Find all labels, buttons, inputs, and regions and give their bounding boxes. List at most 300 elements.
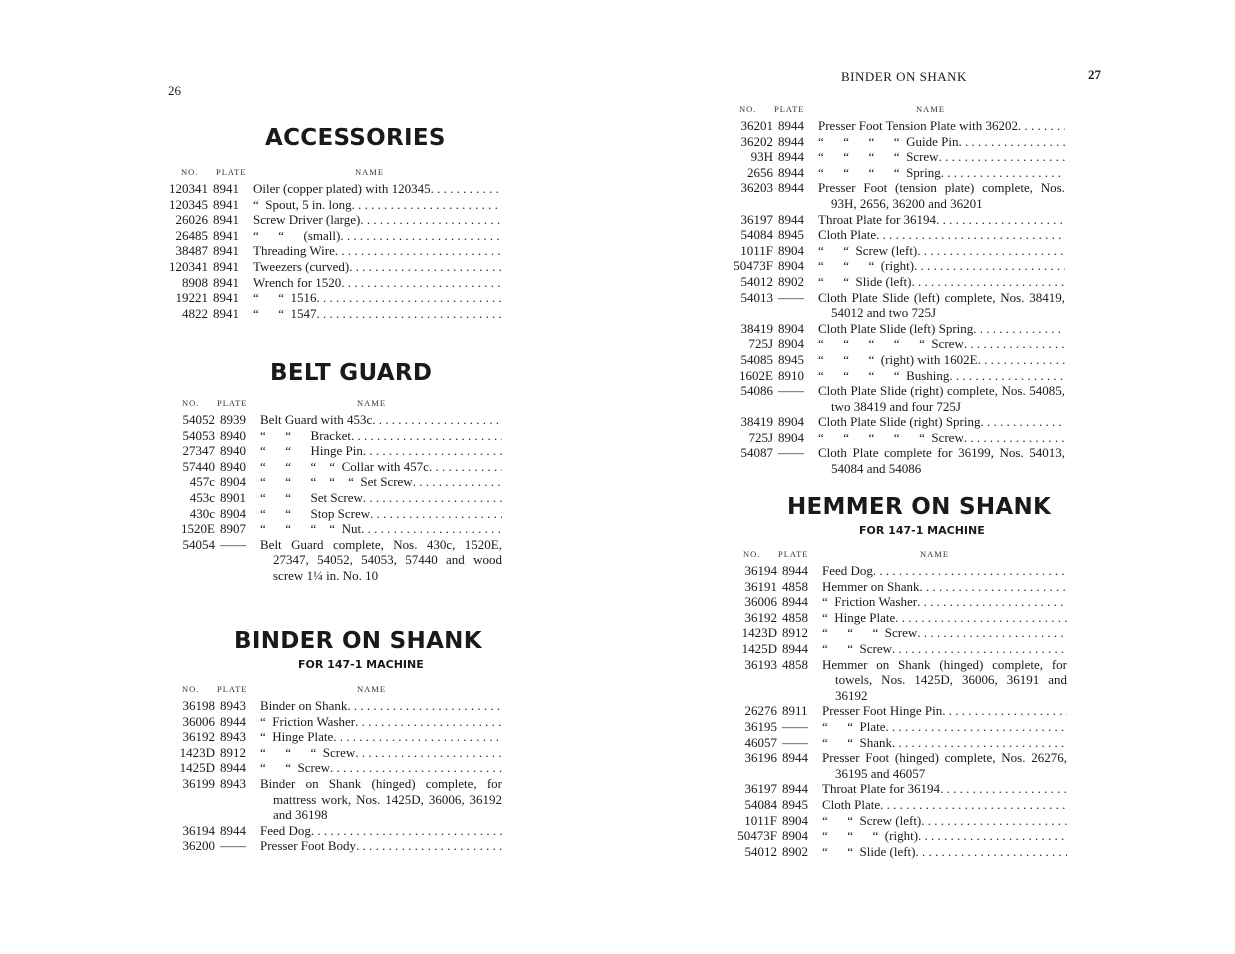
part-number: 54085	[740, 351, 773, 367]
table-row	[730, 180, 1065, 211]
part-number: 120345	[169, 196, 208, 212]
part-number: 26276	[744, 703, 777, 719]
part-number: 1425D	[179, 760, 215, 776]
part-number: 36191	[744, 578, 777, 594]
plate-number: 8944	[782, 750, 808, 766]
part-number: 54086	[740, 383, 773, 399]
part-number: 38487	[175, 243, 208, 259]
part-name-cell	[822, 657, 1067, 704]
table-row	[730, 118, 1065, 134]
table-row	[172, 459, 502, 475]
dot-leader	[892, 641, 1067, 657]
part-name: “ Friction Washer	[822, 594, 918, 610]
table-row	[165, 275, 502, 291]
part-name: “ “ “ “ “ Set Screw	[260, 474, 413, 490]
part-name: Belt Guard complete, Nos. 430c, 1520E, 27347, 54052, 54053, 57440 and wood screw 1¼ in. No. 10	[260, 536, 502, 583]
table-row	[730, 149, 1065, 165]
part-number: 54053	[182, 427, 215, 443]
table-row	[734, 563, 1067, 579]
part-number: 120341	[169, 181, 208, 196]
part-number: 36006	[744, 594, 777, 610]
part-name-cell	[260, 459, 502, 475]
part-name-cell	[253, 228, 502, 244]
binder-continued-section	[730, 104, 1065, 477]
part-number: 57440	[182, 458, 215, 474]
part-number: 46057	[744, 734, 777, 750]
dot-leader	[363, 443, 502, 459]
part-number: 36193	[744, 656, 777, 672]
part-number: 54052	[182, 412, 215, 427]
part-name: “ “ Screw	[260, 760, 331, 776]
part-name: “ “ “ “ Bushing	[818, 367, 950, 383]
table-row	[730, 336, 1065, 352]
dot-leader	[341, 275, 502, 291]
plate-number: 8941	[213, 258, 239, 274]
part-name-cell	[253, 259, 502, 275]
table-row	[172, 506, 502, 522]
table-row	[734, 594, 1067, 610]
part-name: “ “ Slide (left)	[818, 273, 912, 289]
part-name: Hemmer on Shank	[822, 578, 920, 594]
plate-number: ——	[778, 289, 804, 305]
plate-number: 8944	[778, 149, 804, 165]
part-name: “ “ Shank	[822, 734, 893, 750]
table-row	[730, 290, 1065, 321]
part-number: 36199	[182, 775, 215, 791]
table-row	[172, 729, 502, 745]
dot-leader	[340, 228, 502, 244]
dot-leader	[964, 430, 1065, 446]
part-name-cell	[818, 290, 1065, 321]
dot-leader	[880, 797, 1067, 813]
dot-leader	[919, 579, 1067, 595]
plate-number: 8941	[213, 290, 239, 306]
part-name: “ “ Bracket	[260, 427, 351, 443]
table-row	[730, 368, 1065, 384]
part-name: Cloth Plate Slide (right) Spring	[818, 414, 981, 430]
table-row	[730, 134, 1065, 150]
plate-number: 8943	[220, 775, 246, 791]
part-name: “ “ 1516	[253, 290, 317, 306]
parts-table	[734, 563, 1067, 859]
part-name-cell	[260, 506, 502, 522]
right-page	[617, 0, 1235, 954]
hemmer-on-shank-section	[734, 494, 1067, 859]
plate-number: 8901	[220, 489, 246, 505]
part-name-cell	[818, 180, 1065, 211]
table-row	[172, 714, 502, 730]
part-number: 26026	[175, 212, 208, 228]
plate-number: 8944	[220, 760, 246, 776]
section-title: BINDER ON SHANK	[234, 628, 482, 654]
table-row	[734, 813, 1067, 829]
table-header	[172, 398, 502, 412]
table-row	[172, 412, 502, 428]
table-row	[734, 781, 1067, 797]
part-name-cell	[818, 336, 1065, 352]
plate-number: 8904	[778, 320, 804, 336]
plate-number: 8904	[782, 812, 808, 828]
part-name: Cloth Plate Slide (left) Spring	[818, 320, 974, 336]
table-row	[730, 321, 1065, 337]
table-row	[172, 823, 502, 839]
plate-number: 8941	[213, 181, 239, 196]
dot-leader	[317, 306, 502, 322]
part-name-cell	[822, 844, 1067, 860]
part-name: “ Friction Washer	[260, 713, 356, 729]
part-name-cell	[260, 428, 502, 444]
part-number: 2656	[747, 164, 773, 180]
table-row	[734, 844, 1067, 860]
part-name: “ Hinge Plate	[822, 609, 896, 625]
part-number: 36197	[744, 781, 777, 797]
plate-number: 8945	[778, 227, 804, 243]
plate-number: 8902	[782, 843, 808, 859]
binder-on-shank-section	[172, 628, 502, 854]
part-name-cell	[818, 118, 1065, 134]
part-number: 93H	[750, 149, 773, 165]
part-name-cell	[260, 443, 502, 459]
table-header	[734, 549, 1067, 563]
part-name-cell	[253, 243, 502, 259]
dot-leader	[352, 197, 502, 213]
plate-number: 8902	[778, 273, 804, 289]
header-no: NO.	[739, 104, 757, 114]
part-name-cell	[260, 776, 502, 823]
part-number: 54087	[740, 445, 773, 461]
part-number: 36198	[182, 698, 215, 713]
plate-number: 8944	[778, 133, 804, 149]
header-plate: PLATE	[217, 684, 248, 694]
part-name-cell	[818, 321, 1065, 337]
table-row	[165, 197, 502, 213]
dot-leader	[918, 828, 1067, 844]
part-number: 19221	[175, 290, 208, 306]
dot-leader	[311, 823, 502, 839]
plate-number: 8941	[213, 196, 239, 212]
header-no: NO.	[181, 167, 199, 177]
part-name-cell	[822, 797, 1067, 813]
part-name-cell	[253, 181, 502, 197]
plate-number: 8910	[778, 367, 804, 383]
plate-number: 8904	[220, 505, 246, 521]
table-row	[734, 579, 1067, 595]
part-name-cell	[822, 750, 1067, 781]
plate-number: 8904	[778, 336, 804, 352]
plate-number: 8945	[778, 351, 804, 367]
table-header	[730, 104, 1065, 118]
part-name-cell	[822, 781, 1067, 797]
part-name-cell	[822, 594, 1067, 610]
part-name: “ “ “ (right) with 1602E	[818, 351, 978, 367]
part-name-cell	[818, 258, 1065, 274]
table-row	[734, 625, 1067, 641]
dot-leader	[942, 703, 1067, 719]
dot-leader	[413, 474, 502, 490]
part-name: “ “ “ “ “ Screw	[818, 336, 964, 352]
header-name: NAME	[916, 104, 946, 114]
dot-leader	[981, 414, 1066, 430]
part-number: 1011F	[744, 812, 777, 828]
page-number: 27	[1088, 67, 1101, 82]
table-row	[172, 474, 502, 490]
dot-leader	[355, 714, 502, 730]
plate-number: 8944	[782, 640, 808, 656]
dot-leader	[351, 428, 502, 444]
part-number: 54012	[744, 843, 777, 859]
part-name: Cloth Plate	[818, 227, 877, 243]
part-name: “ “ “ (right)	[822, 828, 919, 844]
part-name-cell	[818, 274, 1065, 290]
plate-number: ——	[220, 838, 246, 854]
table-row	[172, 490, 502, 506]
table-row	[165, 259, 502, 275]
plate-number: 8941	[213, 212, 239, 228]
part-name: “ “ “ “ “ Screw	[818, 429, 964, 445]
plate-number: 8944	[782, 781, 808, 797]
part-name-cell	[260, 838, 502, 854]
dot-leader	[1018, 118, 1065, 134]
part-name: “ “ Slide (left)	[822, 843, 916, 859]
header-no: NO.	[182, 684, 200, 694]
left-page	[0, 0, 600, 954]
plate-number: 8944	[778, 180, 804, 196]
part-name-cell	[822, 579, 1067, 595]
table-row	[165, 212, 502, 228]
part-name: Cloth Plate complete for 36199, Nos. 54013, 54084 and 54086	[818, 445, 1065, 477]
table-row	[730, 352, 1065, 368]
dot-leader	[940, 781, 1067, 797]
table-row	[734, 828, 1067, 844]
dot-leader	[360, 212, 502, 228]
part-name-cell	[260, 412, 502, 428]
part-name-cell	[818, 212, 1065, 228]
part-name: “ Spout, 5 in. long	[253, 196, 352, 212]
part-number: 36197	[740, 211, 773, 227]
part-name: Feed Dog	[260, 822, 311, 838]
running-head: BINDER ON SHANK	[841, 69, 967, 84]
dot-leader	[895, 610, 1067, 626]
part-number: 36194	[744, 563, 777, 578]
table-row	[172, 443, 502, 459]
part-number: 8908	[182, 274, 208, 290]
header-plate: PLATE	[774, 104, 805, 114]
part-name-cell	[253, 290, 502, 306]
header-plate: PLATE	[216, 167, 247, 177]
table-header	[165, 167, 502, 181]
dot-leader	[361, 521, 502, 537]
dot-leader	[958, 134, 1065, 150]
part-name: Presser Foot Hinge Pin	[822, 703, 943, 719]
plate-number: ——	[782, 734, 808, 750]
parts-table	[172, 698, 502, 854]
table-row	[165, 290, 502, 306]
part-name: “ “ “ “ Screw	[818, 149, 939, 165]
part-number: 36192	[744, 609, 777, 625]
table-header	[172, 684, 502, 698]
plate-number: 8912	[220, 744, 246, 760]
part-name-cell	[253, 197, 502, 213]
plate-number: ——	[778, 383, 804, 399]
part-name-cell	[818, 445, 1065, 476]
header-name: NAME	[920, 549, 950, 559]
part-name-cell	[818, 430, 1065, 446]
plate-number: 4858	[782, 656, 808, 672]
page-number: 26	[168, 83, 181, 98]
plate-number: 8944	[220, 822, 246, 838]
table-row	[165, 243, 502, 259]
part-name: “ “ (small)	[253, 227, 341, 243]
part-name-cell	[818, 352, 1065, 368]
part-name-cell	[260, 729, 502, 745]
section-title: HEMMER ON SHANK	[787, 494, 1052, 520]
part-name: Binder on Shank	[260, 698, 348, 713]
dot-leader	[335, 243, 502, 259]
dot-leader	[964, 336, 1065, 352]
part-number: 430c	[189, 505, 215, 521]
part-name: Cloth Plate Slide (left) complete, Nos. 38419, 54012 and two 725J	[818, 289, 1065, 321]
table-row	[172, 521, 502, 537]
dot-leader	[949, 368, 1065, 384]
part-name: “ “ “ “ Nut	[260, 521, 362, 537]
table-row	[730, 274, 1065, 290]
part-name: Cloth Plate	[822, 796, 881, 812]
plate-number: ——	[220, 536, 246, 552]
part-name-cell	[260, 823, 502, 839]
table-row	[172, 537, 502, 584]
part-number: 54084	[740, 227, 773, 243]
part-number: 36202	[740, 133, 773, 149]
part-name: Presser Foot (hinged) complete, Nos. 26276, 36195 and 46057	[822, 750, 1067, 781]
belt-guard-section	[172, 360, 502, 584]
header-no: NO.	[182, 398, 200, 408]
dot-leader	[941, 165, 1065, 181]
part-number: 50473F	[733, 258, 773, 274]
part-name: Threading Wire	[253, 243, 335, 259]
table-row	[165, 181, 502, 197]
part-number: 50473F	[737, 828, 777, 844]
part-name-cell	[253, 306, 502, 322]
part-name: “ “ Stop Screw	[260, 505, 371, 521]
table-row	[730, 445, 1065, 476]
part-name: “ “ “ (right)	[818, 258, 915, 274]
table-row	[165, 228, 502, 244]
plate-number: 8944	[778, 164, 804, 180]
dot-leader	[333, 729, 502, 745]
part-name-cell	[822, 828, 1067, 844]
table-row	[734, 797, 1067, 813]
part-name-cell	[818, 227, 1065, 243]
dot-leader	[917, 594, 1067, 610]
part-name-cell	[818, 243, 1065, 259]
dot-leader	[973, 321, 1065, 337]
plate-number: 4858	[782, 609, 808, 625]
part-name: “ “ “ “ Guide Pin	[818, 133, 959, 149]
part-number: 36192	[182, 729, 215, 745]
plate-number: 8944	[778, 211, 804, 227]
table-row	[730, 430, 1065, 446]
part-name: Cloth Plate Slide (right) complete, Nos. 54085, two 38419 and four 725J	[818, 383, 1065, 414]
dot-leader	[429, 459, 502, 475]
part-name-cell	[260, 537, 502, 584]
parts-table	[165, 181, 502, 321]
dot-leader	[431, 181, 502, 197]
plate-number: 8943	[220, 698, 246, 713]
dot-leader	[347, 698, 502, 714]
part-name: Tweezers (curved)	[253, 258, 350, 274]
part-number: 1423D	[741, 625, 777, 641]
section-title: BELT GUARD	[270, 360, 433, 386]
table-row	[730, 258, 1065, 274]
dot-leader	[939, 149, 1065, 165]
table-row	[730, 165, 1065, 181]
part-number: 38419	[740, 320, 773, 336]
part-name-cell	[260, 698, 502, 714]
dot-leader	[330, 760, 502, 776]
dot-leader	[917, 625, 1067, 641]
plate-number: 8941	[213, 243, 239, 259]
table-row	[734, 735, 1067, 751]
plate-number: 8941	[213, 227, 239, 243]
header-name: NAME	[357, 684, 387, 694]
plate-number: 8944	[782, 594, 808, 610]
dot-leader	[912, 274, 1066, 290]
section-subtitle: FOR 147-1 MACHINE	[859, 524, 985, 537]
dot-leader	[317, 290, 502, 306]
section-title: ACCESSORIES	[265, 125, 446, 151]
part-name: Presser Foot Body	[260, 838, 357, 854]
part-name: “ “ “ Screw	[822, 625, 918, 641]
part-name: “ “ “ “ Spring	[818, 164, 941, 180]
dot-leader	[916, 844, 1068, 860]
plate-number: 8904	[778, 414, 804, 430]
table-row	[172, 745, 502, 761]
part-name-cell	[822, 641, 1067, 657]
part-name-cell	[260, 745, 502, 761]
part-number: 36006	[182, 713, 215, 729]
plate-number: 8944	[782, 563, 808, 578]
part-name: Presser Foot Tension Plate with 36202	[818, 118, 1018, 133]
part-number: 725J	[748, 336, 773, 352]
plate-number: 8912	[782, 625, 808, 641]
part-name-cell	[260, 521, 502, 537]
table-row	[734, 719, 1067, 735]
part-name: “ “ Screw (left)	[818, 242, 918, 258]
part-name: Oiler (copper plated) with 120345	[253, 181, 431, 196]
part-number: 38419	[740, 414, 773, 430]
table-row	[730, 414, 1065, 430]
part-name: Hemmer on Shank (hinged) complete, for towels, Nos. 1425D, 36006, 36191 and 36192	[822, 656, 1067, 703]
dot-leader	[363, 490, 502, 506]
part-number: 54084	[744, 796, 777, 812]
part-number: 1520E	[181, 521, 215, 537]
plate-number: 8904	[778, 242, 804, 258]
part-number: 54012	[740, 273, 773, 289]
part-name: Wrench for 1520	[253, 274, 342, 290]
part-name: “ “ “ “ Collar with 457c	[260, 458, 429, 474]
part-name: Presser Foot (tension plate) complete, Nos. 93H, 2656, 36200 and 36201	[818, 180, 1065, 211]
part-number: 453c	[189, 489, 215, 505]
part-number: 36200	[182, 838, 215, 854]
plate-number: 8945	[782, 796, 808, 812]
part-name: “ “ 1547	[253, 305, 317, 321]
dot-leader	[372, 412, 502, 428]
plate-number: 8907	[220, 521, 246, 537]
part-name: “ “ Plate	[822, 718, 886, 734]
part-name: “ “ Screw	[822, 640, 893, 656]
dot-leader	[917, 243, 1065, 259]
dot-leader	[356, 838, 502, 854]
